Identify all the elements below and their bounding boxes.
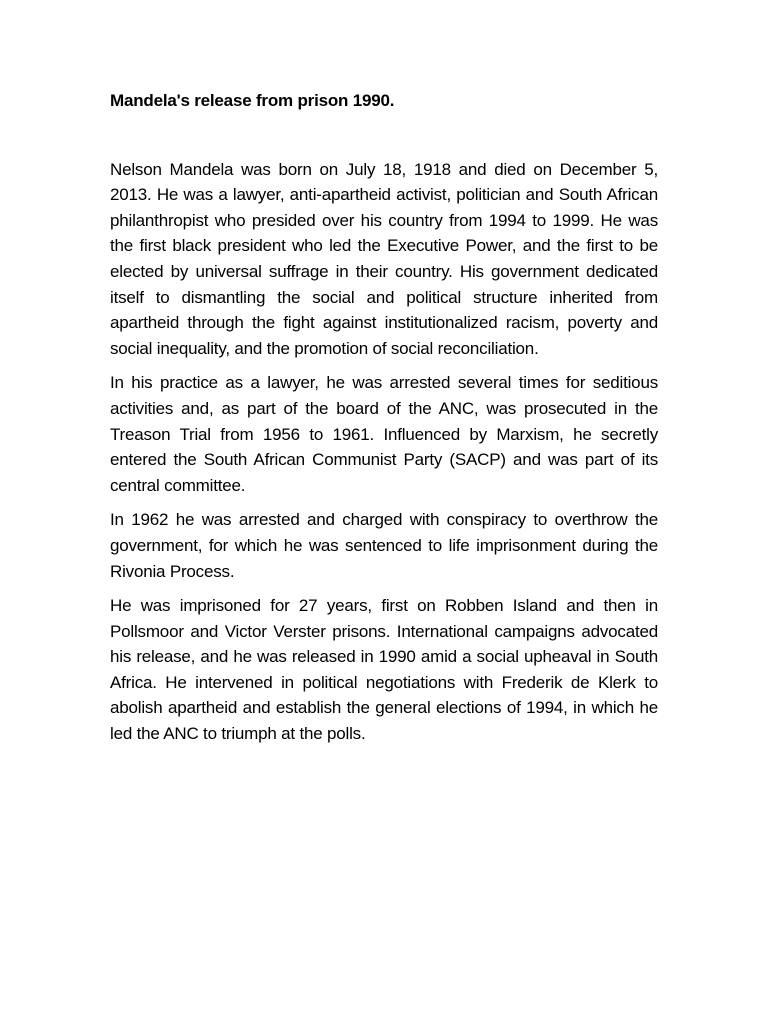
paragraph-imprisonment-release: He was imprisoned for 27 years, first on Robben Island and then in Pollsmoor and Victor Verster prisons. International campaigns advocated his release, and he was released in 1990 amid a social upheaval in South Africa. He intervened in political negotiations with Frederik de Klerk to abolish apartheid and establish the general elections of 1994, in which he led the ANC to triumph at the polls.: [110, 596, 658, 744]
paragraph-lawyer-practice: In his practice as a lawyer, he was arrested several times for seditious activities and, as part of the board of the ANC, was prosecuted in the Treason Trial from 1956 to 1961. Influenced by Marxism, he secretly entered the South African Communist Party (SACP) and was part of its central committee.: [110, 373, 658, 495]
document-body: [110, 88, 658, 747]
document-title: Mandela's release from prison 1990.: [110, 91, 395, 110]
paragraph-biography: Nelson Mandela was born on July 18, 1918 and died on December 5, 2013. He was a lawyer, anti-apartheid activist, politician and South African philanthropist who presided over his country from 1994 to 1999. He was the first black president who led the Executive Power, and the first to be elected by universal suffrage in their country. His government dedicated itself to dismantling the social and political structure inherited from apartheid through the fight against institutionalized racism, poverty and social inequality, and the promotion of social reconciliation.: [110, 159, 658, 358]
paragraph-arrest-1962: In 1962 he was arrested and charged with conspiracy to overthrow the government, for which he was sentenced to life imprisonment during the Rivonia Process.: [110, 510, 658, 581]
